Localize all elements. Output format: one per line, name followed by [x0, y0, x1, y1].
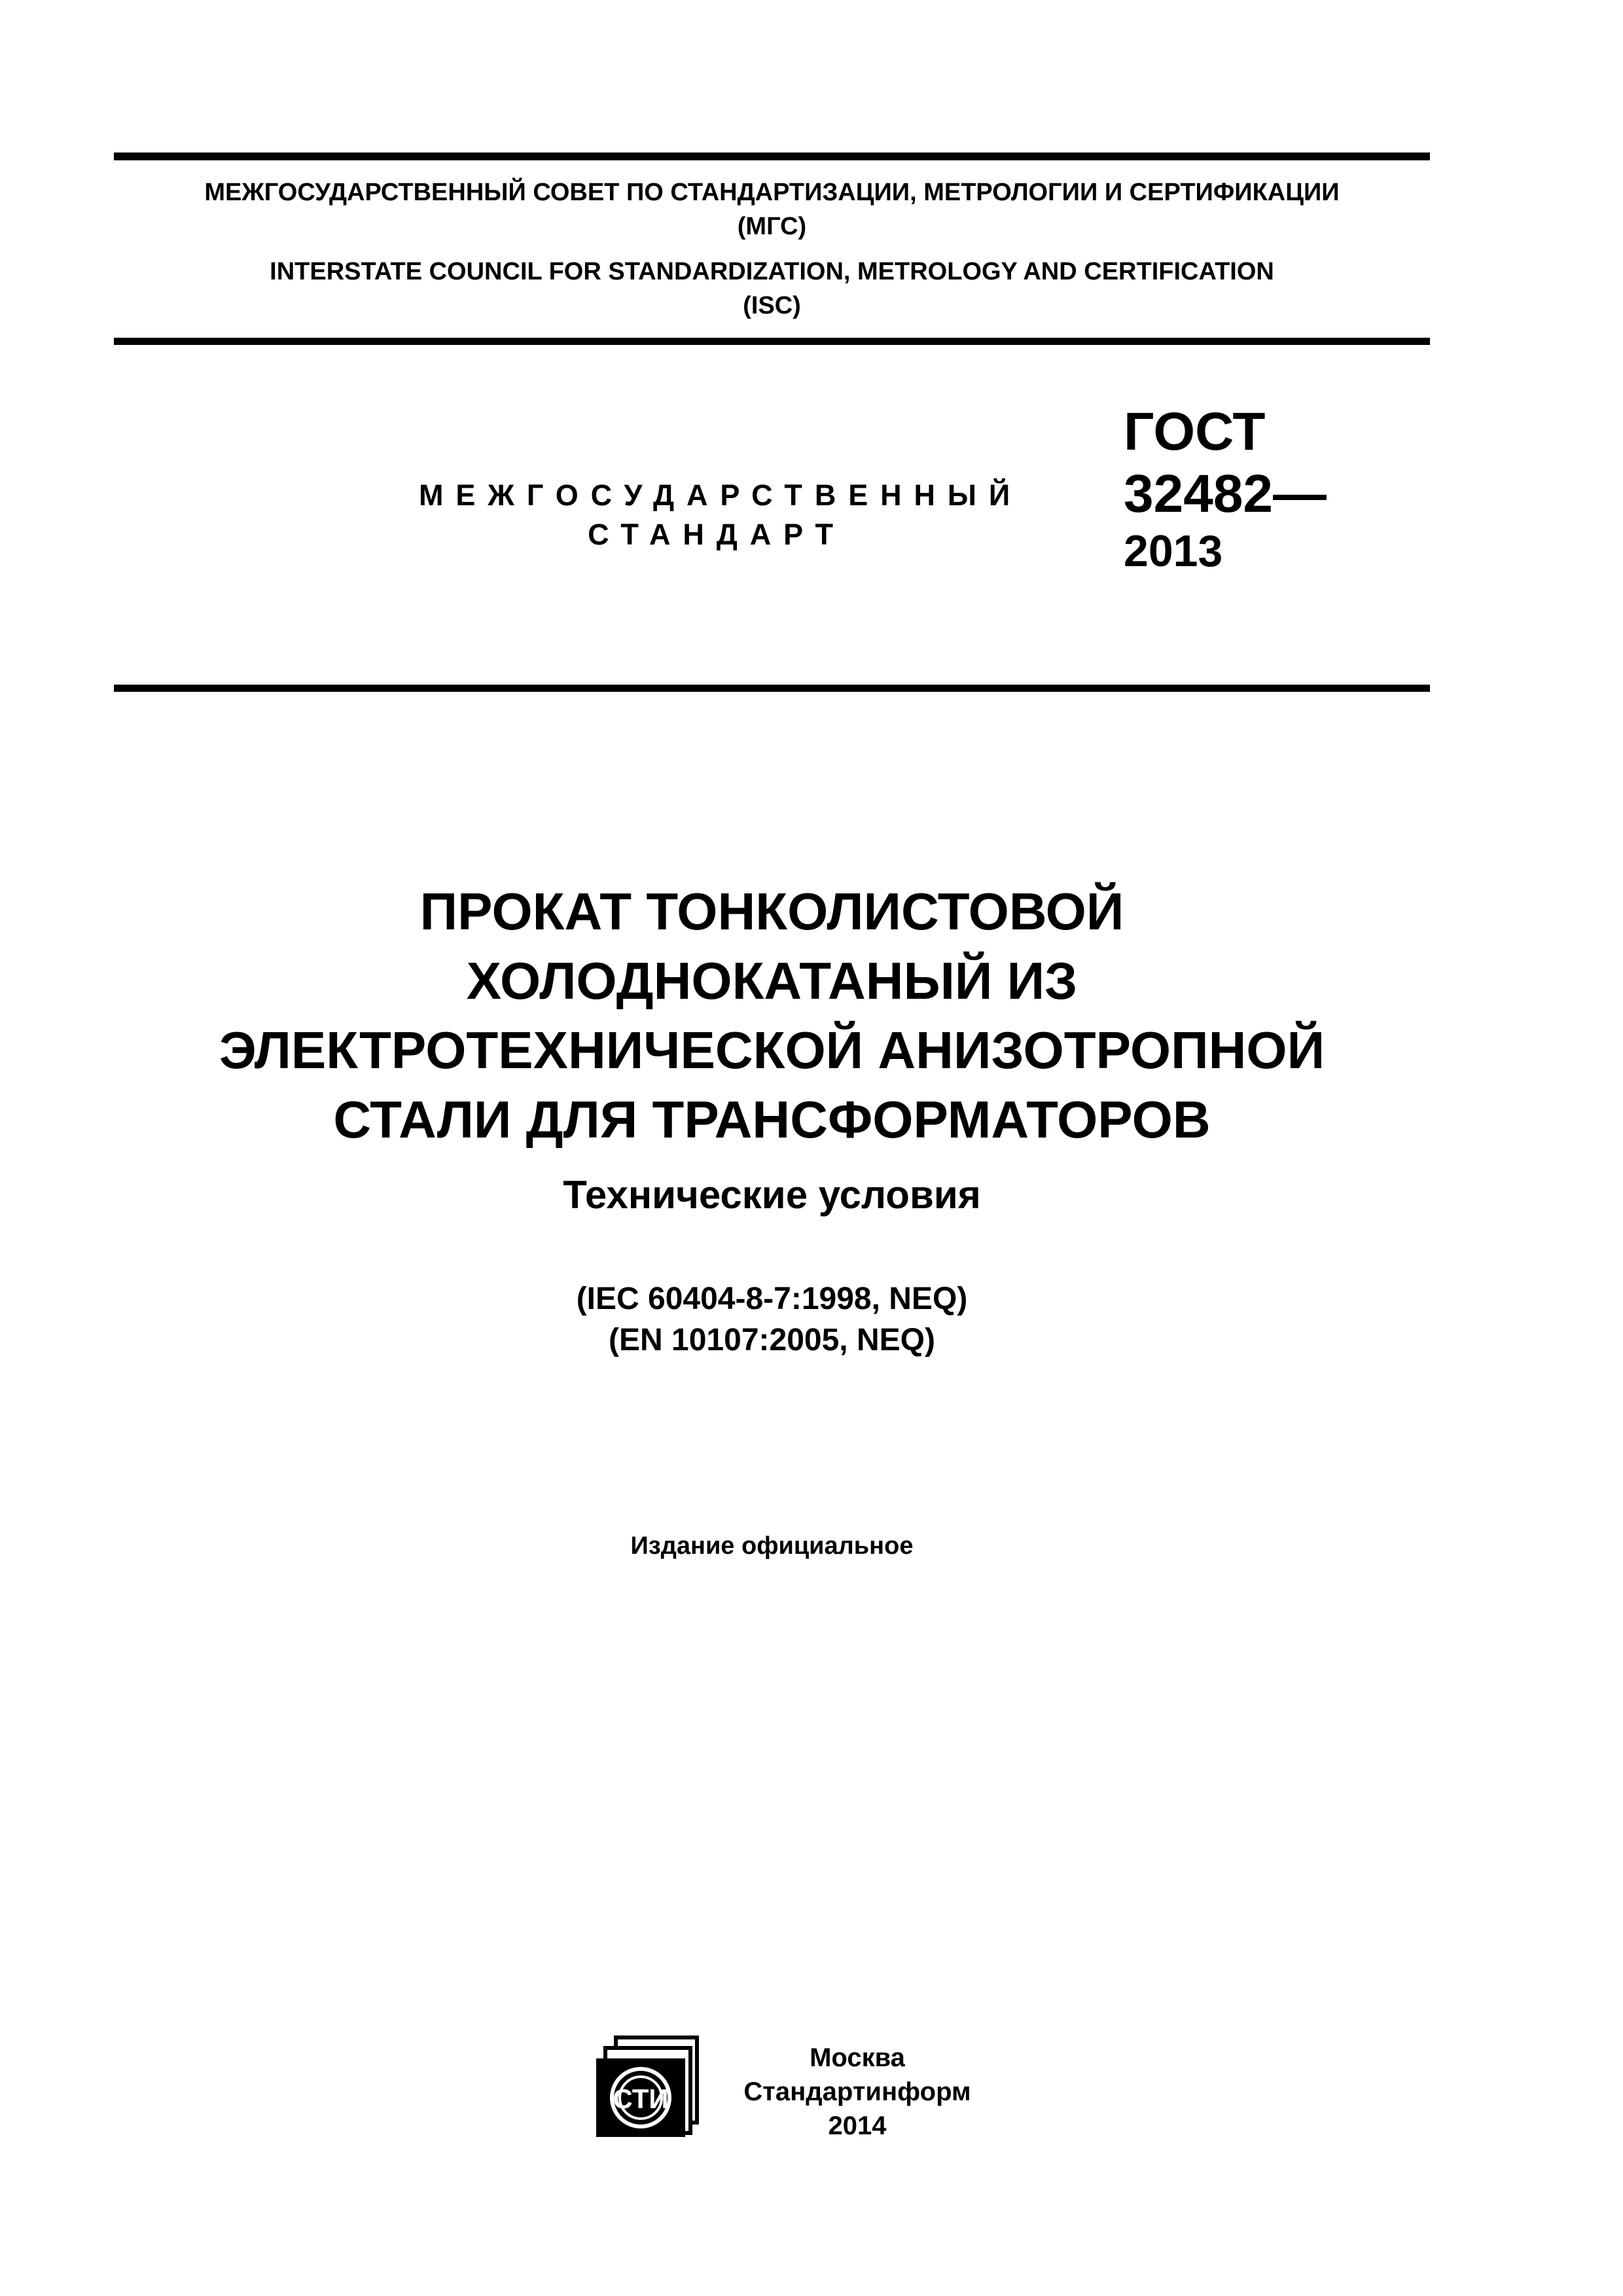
publication-year: 2014	[828, 2111, 887, 2140]
standard-kind	[419, 476, 1023, 554]
gost-year: 2013	[1124, 526, 1223, 576]
council-abbr-en: (ISC)	[743, 292, 801, 319]
edition-note: Издание официальное	[630, 1532, 914, 1560]
publisher-info	[720, 2041, 995, 2143]
document-title	[114, 877, 1430, 1155]
logo-text: СТИ	[613, 2083, 669, 2114]
title-line: ЭЛЕКТРОТЕХНИЧЕСКОЙ АНИЗОТРОПНОЙ	[219, 1021, 1325, 1079]
title-line: ПРОКАТ ТОНКОЛИСТОВОЙ	[419, 882, 1124, 941]
title-line: СТАЛИ ДЛЯ ТРАНСФОРМАТОРОВ	[333, 1090, 1211, 1149]
gost-designation	[1124, 401, 1327, 577]
publisher-name: Стандартинформ	[743, 2077, 971, 2106]
standard-kind-line1: МЕЖГОСУДАРСТВЕННЫЙ	[419, 478, 1023, 512]
gost-label: ГОСТ	[1124, 402, 1266, 461]
header-bottom-rule	[114, 338, 1430, 345]
council-name-en	[114, 255, 1430, 323]
header-top-rule	[114, 152, 1430, 160]
title-line: ХОЛОДНОКАТАНЫЙ ИЗ	[466, 952, 1078, 1010]
international-references	[114, 1278, 1430, 1361]
gost-number: 32482—	[1124, 464, 1327, 524]
council-name-ru	[114, 175, 1430, 243]
standard-kind-line2: СТАНДАРТ	[588, 518, 846, 551]
reference-iec: (IEC 60404-8-7:1998, NEQ)	[576, 1282, 968, 1316]
council-name-ru-line: МЕЖГОСУДАРСТВЕННЫЙ СОВЕТ ПО СТАНДАРТИЗАЦИИ, МЕТРОЛОГИИ И СЕРТИФИКАЦИИ	[204, 179, 1340, 206]
document-subtitle: Технические условия	[563, 1173, 981, 1217]
publisher-city: Москва	[810, 2043, 905, 2072]
council-name-en-line: INTERSTATE COUNCIL FOR STANDARDIZATION, METROLOGY AND CERTIFICATION	[270, 258, 1274, 285]
reference-en: (EN 10107:2005, NEQ)	[609, 1323, 935, 1357]
designation-bottom-rule	[114, 685, 1430, 692]
council-abbr-ru: (МГС)	[737, 213, 807, 240]
standartinform-logo-icon	[592, 2032, 709, 2141]
